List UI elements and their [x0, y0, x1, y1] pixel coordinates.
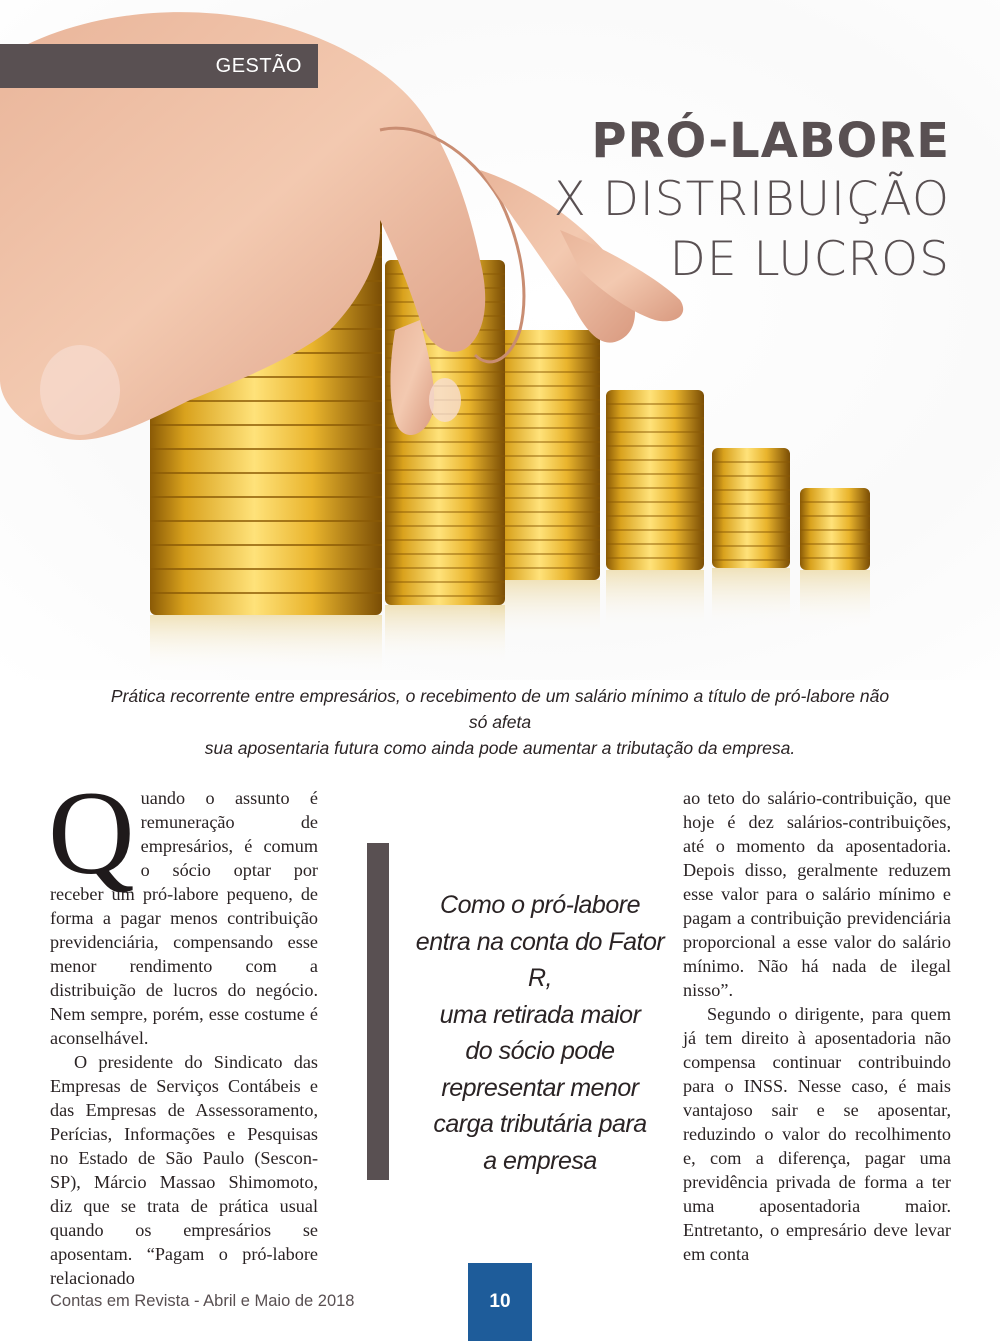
pull-quote-line: representar menor	[441, 1073, 639, 1102]
caption-line-1: Prática recorrente entre empresários, o recebimento de um salário mínimo a título de pró-labore não só afeta	[110, 686, 890, 732]
pull-quote-line: a empresa	[483, 1146, 597, 1175]
page-number: 10	[468, 1263, 532, 1341]
pull-quote-line: carga tributária para	[433, 1110, 647, 1138]
title-line-2: X DISTRIBUIÇÃO	[553, 172, 950, 227]
pull-quote-bar	[367, 843, 389, 1180]
pull-quote-line: entra na conta do Fator R,	[415, 927, 665, 992]
caption-line-2: sua aposentaria futura como ainda pode aumentar a tributação da empresa.	[204, 738, 796, 758]
pull-quote-line: Como o pró-labore	[440, 891, 640, 919]
coin-stack	[800, 488, 870, 630]
paragraph-text: uando o assunto é remuneração de empresários, é comum o sócio optar por receber um pró-labore pequeno, de forma a pagar menos contribuição previdenciária, compensando esse menor rendimento com a distribuição de lucros do negócio. Nem sempre, porém, esse costume é aconselhável.	[50, 788, 318, 1048]
coin-stack	[712, 448, 790, 628]
coin-stack	[490, 330, 600, 640]
article-title	[554, 112, 950, 290]
paragraph	[48, 766, 318, 1050]
title-line-1: PRÓ-LABORE	[591, 113, 950, 169]
article-column-left	[48, 766, 318, 1290]
pull-quote-line: do sócio pode	[465, 1037, 615, 1065]
image-caption	[100, 683, 900, 761]
section-label-text: GESTÃO	[215, 54, 302, 77]
coin-stack	[606, 390, 704, 630]
article-column-right	[683, 786, 951, 1266]
drop-cap: Q	[48, 766, 135, 899]
paragraph: ao teto do salário-contribuição, que hoje é dez salários-contribuições, até o momento da aposentadoria. Depois disso, geralmente reduzem esse valor para o salário mínimo e pagam a contribuição previdenciária proporcional a esse valor do salário mínimo. Não há nada de ilegal nisso”.	[683, 788, 951, 1000]
pull-quote	[405, 887, 675, 1179]
paragraph: Segundo o dirigente, para quem já tem direito à aposentadoria não compensa continuar contribuindo para o INSS. Nesse caso, é mais vantajoso sair e se aposentar, reduzindo o valor do recolhimento e, com a diferença, pagar uma previdência privada de forma a ter uma aposentadoria maior. Entretanto, o empresário deve levar em conta	[683, 1004, 951, 1264]
footer-publication: Contas em Revista - Abril e Maio de 2018	[50, 1292, 355, 1310]
pull-quote-line: uma retirada maior	[439, 1000, 641, 1029]
title-line-3: DE LUCROS	[669, 232, 950, 287]
section-label	[0, 44, 318, 88]
paragraph: O presidente do Sindicato das Empresas de Serviços Contábeis e das Empresas de Assessoramento, Perícias, Informações e Pesquisas no Estado de São Paulo (Sescon-SP), Márcio Massao Shimomoto, diz que se trata de prática usual quando os empresários se aposentam. “Pagam o pró-labore relacionado	[50, 1052, 318, 1288]
